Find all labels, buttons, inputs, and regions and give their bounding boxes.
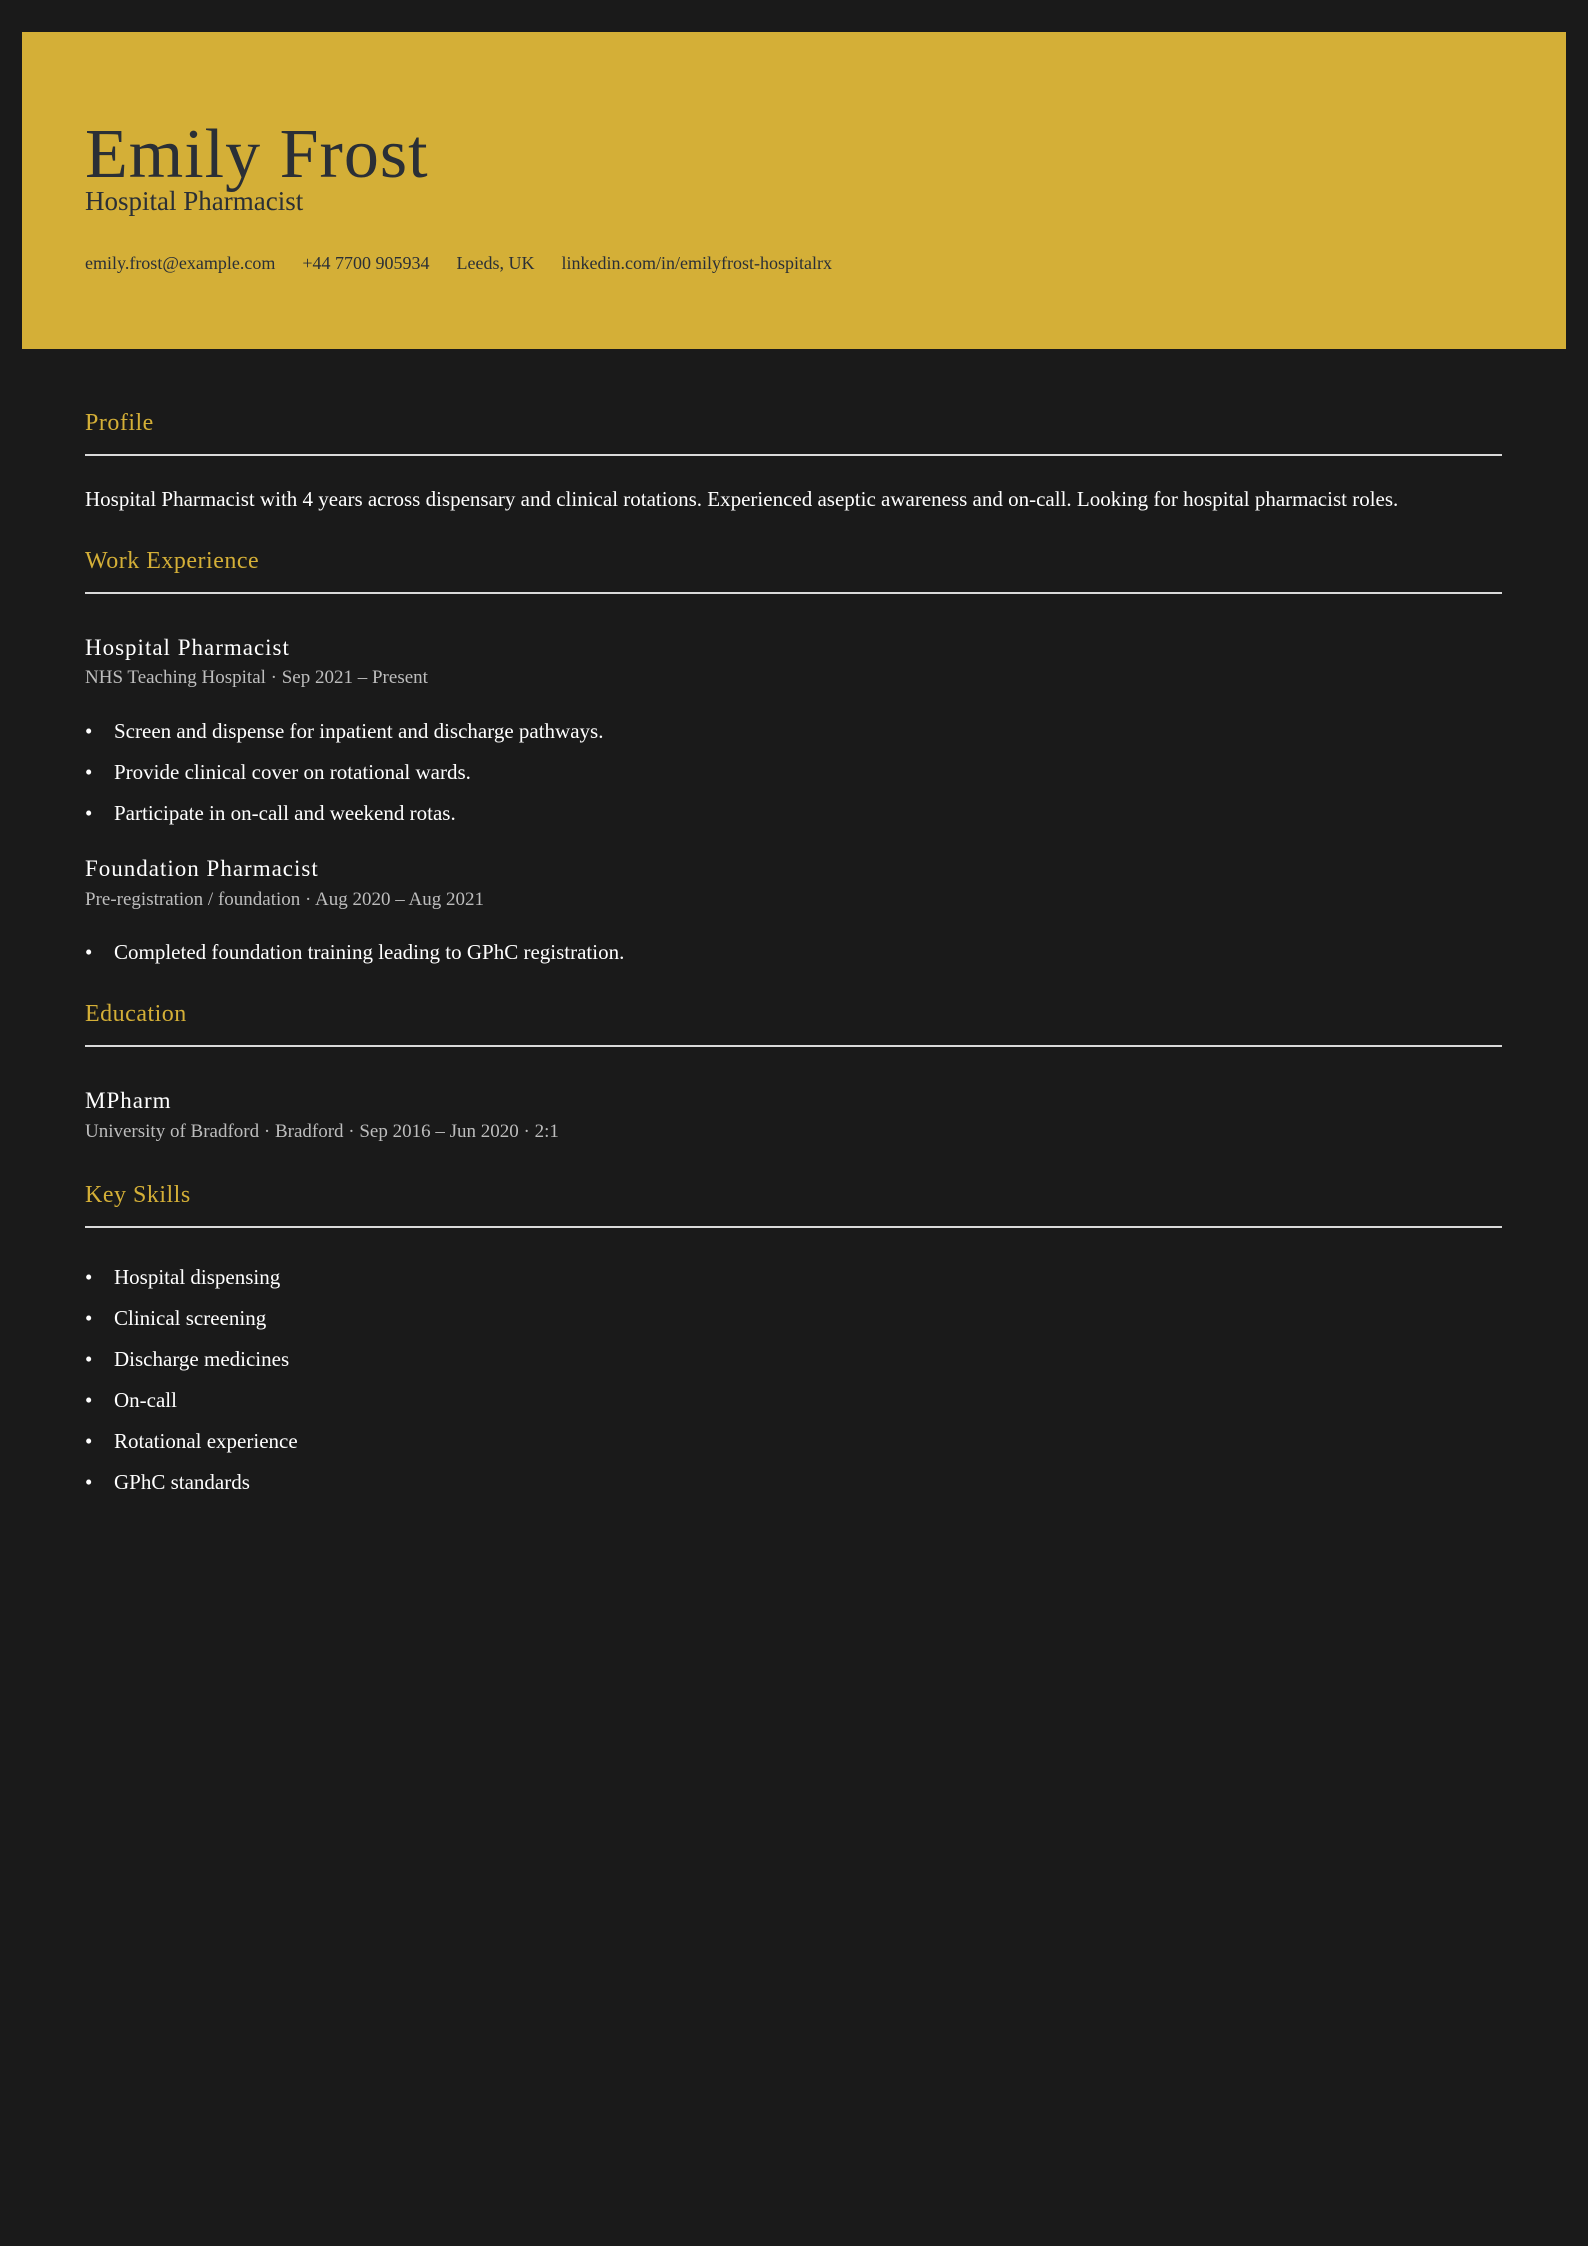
section-divider: [85, 1226, 1502, 1228]
section-divider: [85, 1045, 1502, 1047]
list-item-text: Participate in on-call and weekend rotas.: [114, 801, 456, 825]
bullet-icon: •: [85, 719, 93, 743]
degree-title: MPharm: [85, 1088, 172, 1113]
contact-location: Leeds, UK: [456, 253, 535, 273]
list-item-text: Screen and dispense for inpatient and discharge pathways.: [114, 719, 604, 743]
contact-phone: +44 7700 905934: [302, 253, 430, 273]
skill-item-text: Clinical screening: [114, 1306, 267, 1330]
job-title: Hospital Pharmacist: [85, 635, 290, 660]
section-divider: [85, 592, 1502, 594]
contact-linkedin: linkedin.com/in/emilyfrost-hospitalrx: [561, 253, 832, 273]
candidate-role: Hospital Pharmacist: [85, 186, 304, 216]
skill-item-text: Hospital dispensing: [114, 1265, 281, 1289]
bullet-icon: •: [85, 760, 93, 784]
section-heading-skills: Key Skills: [85, 1182, 191, 1208]
bullet-icon: •: [85, 1429, 93, 1453]
skill-item-text: On-call: [114, 1388, 177, 1412]
list-item-text: Provide clinical cover on rotational wards.: [114, 760, 471, 784]
contact-email: emily.frost@example.com: [85, 253, 276, 273]
profile-summary: Hospital Pharmacist with 4 years across dispensary and clinical rotations. Experienced aseptic awareness and on-call. Looking for hospital pharmacist roles.: [85, 487, 1399, 511]
job-title: Foundation Pharmacist: [85, 856, 319, 881]
job-meta: NHS Teaching Hospital · Sep 2021 – Present: [85, 667, 428, 688]
resume-header: [22, 32, 1566, 349]
bullet-icon: •: [85, 801, 93, 825]
section-divider: [85, 454, 1502, 456]
section-heading-experience: Work Experience: [85, 548, 260, 574]
list-item-text: Completed foundation training leading to GPhC registration.: [114, 940, 625, 964]
bullet-icon: •: [85, 1388, 93, 1412]
section-heading-education: Education: [85, 1001, 187, 1027]
bullet-icon: •: [85, 1265, 93, 1289]
bullet-icon: •: [85, 1347, 93, 1371]
bullet-icon: •: [85, 940, 93, 964]
candidate-name: Emily Frost: [85, 116, 429, 193]
skill-item-text: Rotational experience: [114, 1429, 298, 1453]
job-meta: Pre-registration / foundation · Aug 2020 – Aug 2021: [85, 889, 484, 910]
section-heading-profile: Profile: [85, 410, 154, 436]
bullet-icon: •: [85, 1306, 93, 1330]
skill-item-text: GPhC standards: [114, 1470, 250, 1494]
contact-list: [85, 254, 832, 272]
skill-item-text: Discharge medicines: [114, 1347, 290, 1371]
degree-meta: University of Bradford · Bradford · Sep 2016 – Jun 2020 · 2:1: [85, 1121, 559, 1142]
bullet-icon: •: [85, 1470, 93, 1494]
